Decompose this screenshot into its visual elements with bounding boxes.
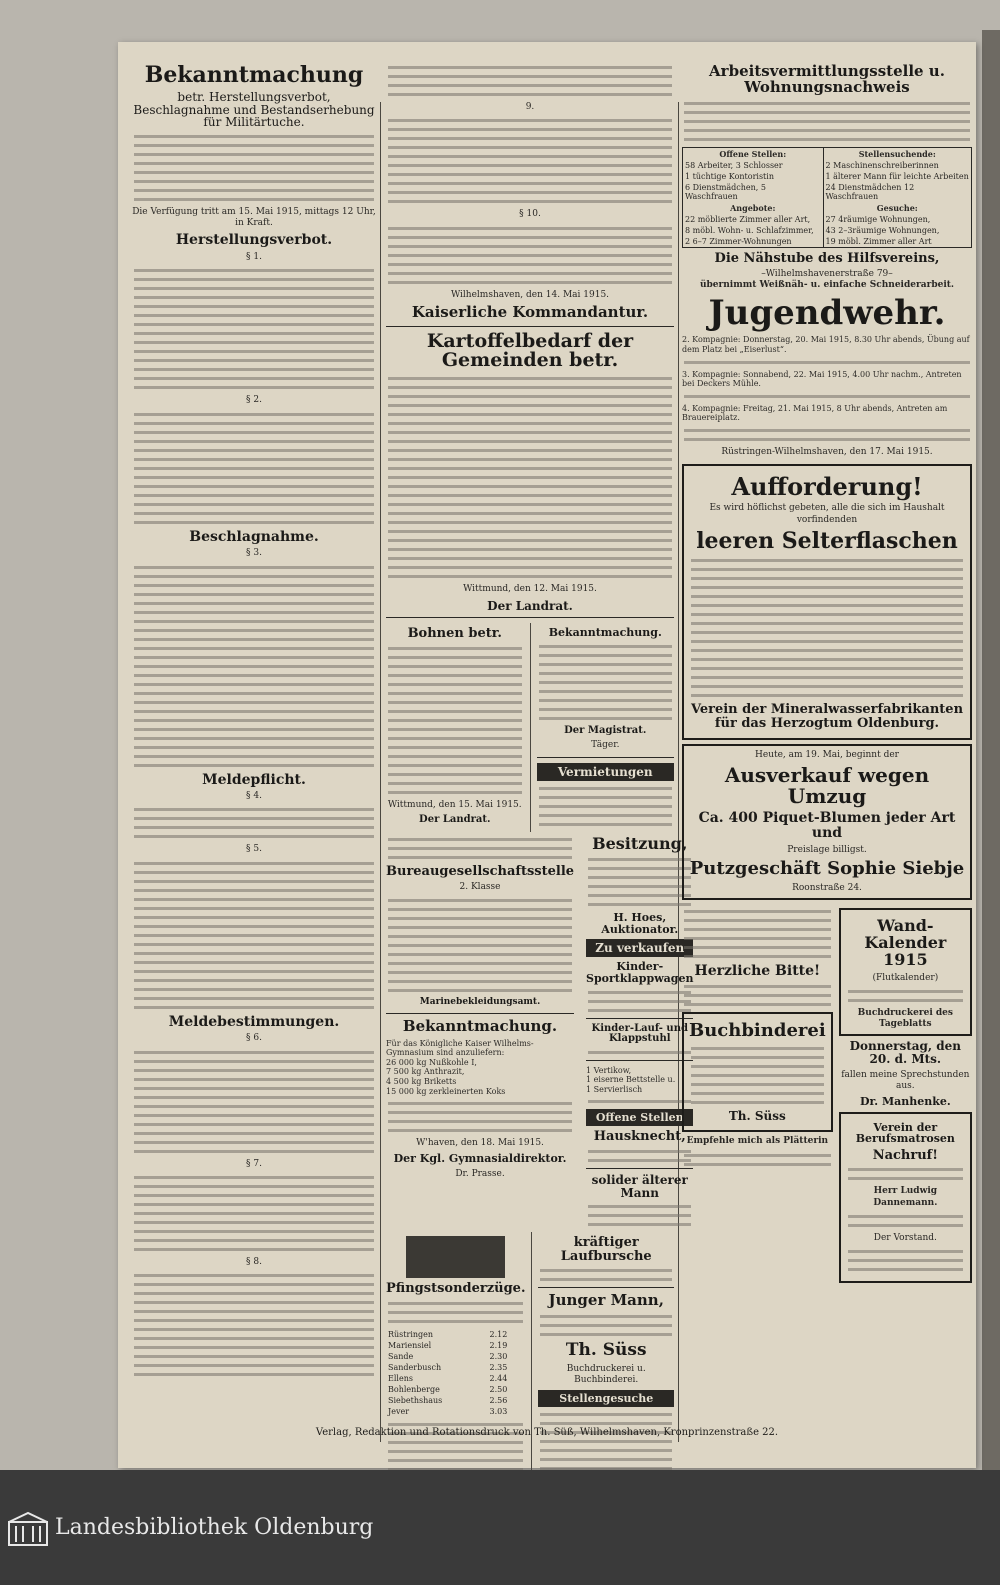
- column-rule: [380, 102, 381, 1442]
- heading-kommandantur: Kaiserliche Kommandantur.: [411, 302, 649, 321]
- kompagnie-line: 2. Kompagnie: Donnerstag, 20. Mai 1915, 8.30 Uhr abends, Übung auf dem Platz bei „Eiserlust“.: [682, 335, 970, 354]
- ad-solider-mann: solider älterer Mann: [591, 1172, 688, 1200]
- ad-hausknecht: Hausknecht,: [593, 1129, 686, 1145]
- wandkalender-subtitle: (Flutkalender): [872, 972, 939, 983]
- ausverkauf-putzgeschaeft: Putzgeschäft Sophie Siebje: [689, 858, 965, 880]
- buchbinderei-suess: Th. Süss: [728, 1108, 786, 1123]
- kompagnie-line: 4. Kompagnie: Freitag, 21. Mai 1915, 8 Uhr abends, Antreten am Brauereiplatz.: [682, 403, 948, 423]
- banner-vermietungen: Vermietungen: [537, 763, 675, 781]
- library-building-icon: [8, 1512, 48, 1546]
- heading-pfingstsonderzuege: Pfingstsonderzüge.: [386, 1281, 526, 1297]
- signature-marineamt: Marinebekleidungsamt.: [419, 997, 541, 1008]
- banner-stellengesuche: Stellengesuche: [538, 1390, 674, 1407]
- paragraph-number: 9.: [525, 102, 535, 112]
- wandkalender-druckerei: Buchdruckerei des Tageblatts: [857, 1007, 953, 1030]
- heading-bekanntmachung-coal: Bekanntmachung.: [402, 1016, 558, 1035]
- ad-ausverkauf: [682, 744, 972, 900]
- ad-kinder-laufstuhl: Kinder-Lauf- und Klappstuhl: [591, 1022, 688, 1044]
- dateline: Wittmund, den 15. Mai 1915.: [387, 799, 522, 810]
- paragraph-number: § 1.: [246, 252, 262, 263]
- column-middle: [386, 60, 694, 1450]
- ausverkauf-title: Ausverkauf wegen Umzug: [724, 763, 930, 809]
- column-rule: [678, 102, 679, 1442]
- buchbinderei-title: Buchbinderei: [689, 1019, 826, 1041]
- banner-offene-stellen: Offene Stellen: [586, 1109, 693, 1126]
- headline-kartoffelbedarf: Kartoffelbedarf der Gemeinden betr.: [426, 329, 634, 372]
- ausverkauf-address: Roonstraße 24.: [792, 882, 862, 893]
- paragraph-number: § 10.: [519, 209, 541, 220]
- timetable: Rüstringen 2.12 Mariensiel 2.19 Sande 2.30 Sanderbusch 2.35 Ellens 2.44 Bohlenberge 2.50 Siebethshaus 2.56 Jever 3.03: [388, 1329, 508, 1416]
- heading-bohnen: Bohnen betr.: [407, 626, 502, 642]
- ausverkauf-preis: Preislage billigst.: [787, 844, 867, 855]
- nachruf-title: Nachruf!: [872, 1147, 938, 1163]
- ad-laufbursche: kräftiger Laufbursche: [560, 1235, 652, 1264]
- ad-sprechstunde-text: fallen meine Sprechstunden aus.: [841, 1069, 970, 1091]
- signature-magistrat: Der Magistrat.: [564, 724, 647, 736]
- paragraph-number: § 6.: [246, 1033, 262, 1044]
- headline-arbeitsvermittlung: Arbeitsvermittlungsstelle u. Wohnungsnachweis: [709, 62, 945, 96]
- paragraph-number: § 5.: [246, 844, 262, 855]
- ad-naehstube: Die Nähstube des Hilfsvereins,: [714, 250, 940, 266]
- signature-name: Täger.: [591, 740, 620, 751]
- section-heading: Herstellungsverbot.: [175, 232, 333, 249]
- effective-date-line: Die Verfügung tritt am 15. Mai 1915, mittags 12 Uhr, in Kraft.: [132, 206, 376, 229]
- coal-item: 7 500 kg Anthrazit,: [386, 1067, 465, 1077]
- aufforderung-verein: Verein der Mineralwasserfabrikanten für das Herzogtum Oldenburg.: [690, 701, 964, 731]
- aufforderung-selterflaschen: leeren Selterflaschen: [696, 527, 958, 554]
- ausverkauf-date: Heute, am 19. Mai, beginnt der: [755, 750, 899, 761]
- ad-sprechstunde-doctor: Dr. Manhenke.: [859, 1095, 951, 1109]
- ad-empfehle: Empfehle mich als Plätterin: [686, 1136, 829, 1147]
- dateline: W'haven, den 18. Mai 1915.: [416, 1138, 544, 1149]
- imprint-line: Verlag, Redaktion und Rotationsdruck von Th. Süß, Wilhelmshaven, Kronprinzenstraße 22.: [315, 1427, 779, 1438]
- class-label: 2. Klasse: [459, 882, 501, 893]
- headline-bekanntmachung: Bekanntmachung: [144, 62, 364, 88]
- kompagnie-line: 3. Kompagnie: Sonnabend, 22. Mai 1915, 4.00 Uhr nachm., Antreten bei Deckers Mühle.: [682, 369, 962, 389]
- ad-nachruf: [839, 1112, 972, 1283]
- ad-naehstube-text: übernimmt Weißnäh- u. einfache Schneiderarbeit.: [699, 280, 955, 291]
- nachruf-signature: Der Vorstand.: [873, 1232, 937, 1243]
- nachruf-name: Herr Ludwig Dannemann.: [873, 1186, 938, 1208]
- dateline: Wittmund, den 12. Mai 1915.: [463, 584, 597, 595]
- headline-besitzung: Besitzung,: [592, 833, 688, 853]
- ad-wandkalender: [839, 908, 972, 1036]
- ad-buchdruckerei: Buchdruckerei u. Buchbinderei.: [566, 1363, 646, 1386]
- signature-auktionator: H. Hoes, Auktionator.: [601, 911, 679, 936]
- column-right: [682, 60, 972, 1450]
- wandkalender-title: Wand-Kalender 1915: [864, 916, 947, 969]
- newspaper-page: [118, 42, 976, 1468]
- sale-item: 1 Servierlisch: [586, 1084, 643, 1094]
- ad-kinder-sportklappwagen: Kinder-Sportklappwagen: [586, 960, 694, 985]
- coal-item: 26 000 kg Nußkohle I,: [386, 1057, 477, 1067]
- section-heading: Meldebestimmungen.: [168, 1013, 340, 1030]
- ad-herzliche-bitte: Herzliche Bitte!: [694, 963, 821, 980]
- signature-landrat: Der Landrat.: [487, 598, 573, 613]
- section-heading: Meldepflicht.: [202, 771, 306, 788]
- ausverkauf-blumen: Ca. 400 Piquet-Blumen jeder Art und: [698, 810, 956, 842]
- coal-intro: Für das Königliche Kaiser Wilhelms-Gymnasium sind anzuliefern:: [386, 1038, 534, 1058]
- ad-junger-mann: Junger Mann,: [548, 1291, 664, 1310]
- paragraph-number: § 2.: [246, 395, 262, 406]
- aufforderung-text: Es wird höflichst gebeten, alle die sich im Haushalt vorfindenden: [709, 503, 945, 525]
- nachruf-verein: Verein der Berufsmatrosen: [855, 1120, 955, 1146]
- banner-zu-verkaufen: Zu verkaufen: [586, 939, 693, 957]
- ad-sprechstunde-date: Donnerstag, den 20. d. Mts.: [849, 1039, 962, 1066]
- signature-landrat: Der Landrat.: [419, 814, 491, 826]
- coal-item: 15 000 kg zerkleinerten Koks: [386, 1086, 506, 1096]
- headline-jugendwehr: Jugendwehr.: [708, 292, 946, 333]
- paragraph-number: § 3.: [246, 548, 262, 559]
- coal-item: 4 500 kg Briketts: [386, 1076, 457, 1086]
- ad-naehstube-address: –Wilhelmshavenerstraße 79–: [761, 269, 893, 280]
- sale-item: 1 eiserne Bettstelle u.: [586, 1075, 676, 1085]
- paragraph-number: § 8.: [246, 1256, 262, 1267]
- signature-gymnasialdirektor: Der Kgl. Gymnasialdirektor.: [393, 1152, 567, 1166]
- section-heading: Beschlagnahme.: [189, 528, 319, 545]
- aufforderung-title: Aufforderung!: [731, 472, 923, 502]
- column-left: [132, 60, 376, 1450]
- paragraph-number: § 7.: [246, 1158, 262, 1169]
- ad-th-suess: Th. Süss: [565, 1340, 647, 1361]
- paragraph-number: § 4.: [246, 791, 262, 802]
- headline-subtitle: betr. Herstellungsverbot, Beschlagnahme und Bestandserhebung für Militärtuche.: [133, 90, 375, 130]
- ad-aufforderung: [682, 464, 972, 740]
- heading-bureaugesellschaft: Bureaugesellschaftsstelle: [386, 863, 575, 879]
- book-spine: [982, 30, 1000, 1480]
- dateline: Rüstringen-Wilhelmshaven, den 17. Mai 1915.: [721, 446, 933, 457]
- signature-name: Dr. Prasse.: [455, 1168, 505, 1179]
- job-board-table: Offene Stellen: Stellensuchende: 58 Arbeiter, 3 Schlosser 2 Maschinenschreiberinnen 1 tüchtige Kontoristin 1 älterer Mann für leichte Arbeiten 6 Dienstmädchen, 5 Waschfrauen 24 Dienstmädchen 12 Waschfrauen Angebote: Gesuche: 22 möblierte Zimmer aller Art, 27 4räumige Wohnungen, 8 möbl. Wohn- u. Schlafzimmer, 43 2–3räumige Wohnungen, 2 6–7 Zimmer-Wohnungen 19 möbl. Zimmer aller Art: [682, 147, 972, 248]
- library-name: Landesbibliothek Oldenburg: [55, 1515, 374, 1540]
- sale-item: 1 Vertikow,: [586, 1065, 632, 1075]
- dateline: Wilhelmshaven, den 14. Mai 1915.: [450, 289, 610, 300]
- heading-bekanntmachung-small: Bekanntmachung.: [548, 626, 662, 640]
- locomotive-illustration: [406, 1236, 505, 1278]
- ad-buchbinderei: [682, 1012, 833, 1132]
